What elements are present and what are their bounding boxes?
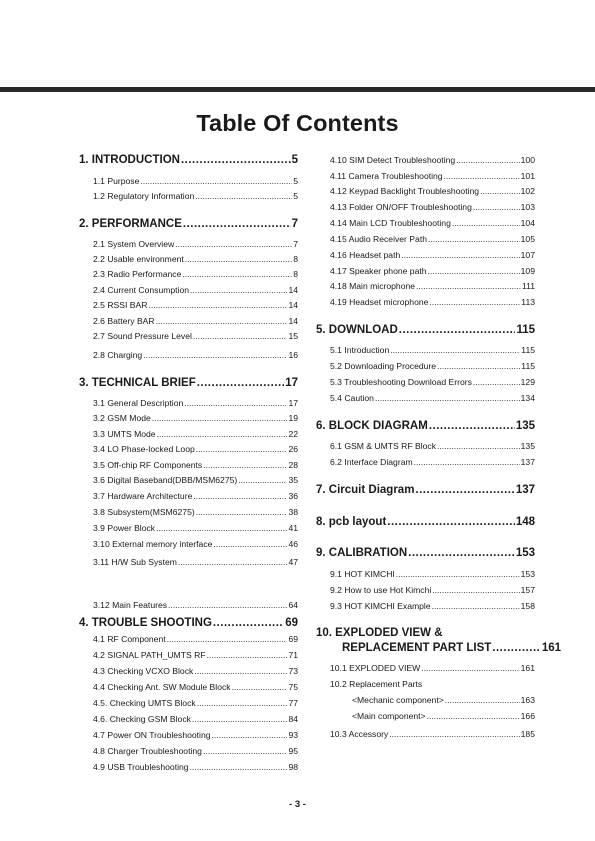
toc-entry[interactable] [330,218,535,229]
toc-entry[interactable] [330,171,535,182]
toc-entry[interactable] [93,714,298,725]
toc-page-number: 109 [520,265,535,276]
toc-page-number: 14 [288,315,298,326]
dot-leader [183,217,291,231]
toc-entry-title: 3.9 Power Block [93,522,156,533]
dot-leader [156,316,288,327]
dot-leader [415,483,514,497]
toc-page-number: 17 [285,377,298,389]
toc-page-number: 71 [288,649,298,660]
dot-leader [232,682,288,693]
dot-leader [414,457,520,468]
dot-leader [167,634,288,645]
dot-leader [390,345,520,356]
toc-page-number: 161 [541,642,561,654]
dot-leader [213,616,284,630]
toc-entry-title: 4.3 Checking VCXO Block [93,665,194,676]
toc-page-number: 153 [520,568,535,579]
toc-section-heading[interactable] [79,153,298,167]
toc-page-number: 35 [288,474,298,485]
toc-entry-title: 3.1 General Description [93,397,184,408]
toc-page-number: 105 [520,233,535,244]
toc-page-number: 22 [288,428,298,439]
toc-entry-title: 2. PERFORMANCE [79,218,182,230]
toc-page-number: 8 [293,253,298,264]
toc-entry-title: 2.8 Charging [93,349,143,360]
toc-page-number: 98 [288,761,298,772]
toc-page-number: 7 [293,238,298,249]
toc-page-number: 129 [520,376,535,387]
toc-entry-title: REPLACEMENT PART LIST [342,642,492,654]
toc-entry[interactable] [93,507,298,518]
toc-page-number: 28 [288,459,298,470]
toc-page-number: 26 [288,443,298,454]
toc-entry[interactable] [93,316,298,327]
toc-entry-title: 4. TROUBLE SHOOTING [79,617,212,629]
toc-page-number: 107 [520,249,535,260]
toc-page-number: 137 [520,456,535,467]
toc-page-number: 5 [291,154,298,166]
dot-leader [190,762,288,773]
toc-page-number: 69 [288,633,298,644]
toc-page-number: 103 [520,201,535,212]
dot-leader [156,523,287,534]
toc-entry[interactable] [330,729,535,740]
toc-entry-title: <Mechanic component> [352,694,444,705]
dot-leader [428,234,520,245]
toc-page-number: 73 [288,665,298,676]
dot-leader [181,153,291,167]
toc-entry[interactable] [93,491,298,502]
toc-entry-title: 3.10 External memory interface [93,538,213,549]
dot-leader [473,202,520,213]
dot-leader [238,475,287,486]
toc-entry-title: 3.7 Hardware Architecture [93,490,193,501]
toc-page-number: 166 [520,710,535,721]
toc-section-heading[interactable] [316,483,535,497]
toc-entry-title: 4.11 Camera Troubleshooting [330,170,443,181]
toc-entry[interactable] [93,539,298,550]
dot-leader [175,239,292,250]
toc-entry[interactable] [330,679,535,690]
toc-entry-title: 2.5 RSSI BAR [93,299,148,310]
dot-leader [140,176,292,187]
toc-entry-title: 9. CALIBRATION [316,547,408,559]
dot-leader [192,714,288,725]
toc-page-number: 95 [288,745,298,756]
toc-entry[interactable] [330,569,535,580]
toc-page-number: 41 [288,522,298,533]
dot-leader [194,666,287,677]
toc-entry-title: 3.5 Off-chip RF Components [93,459,203,470]
toc-page-number: 5 [293,190,298,201]
toc-entry[interactable] [93,191,298,202]
toc-section-heading[interactable] [316,323,535,337]
dot-leader [432,585,519,596]
dot-leader [456,155,519,166]
toc-entry[interactable] [330,457,535,468]
toc-entry-title: 4.18 Main microphone [330,280,416,291]
dot-leader [387,515,515,529]
toc-entry-title: 4.6. Checking GSM Block [93,713,191,724]
toc-entry[interactable] [330,234,535,245]
toc-entry-title: 4.5. Checking UMTS Block [93,697,196,708]
toc-entry-title: 4.13 Folder ON/OFF Troubleshooting [330,201,472,212]
toc-entry[interactable] [93,444,298,455]
dot-leader [416,281,521,292]
dot-leader [480,186,520,197]
toc-page-number: 16 [288,349,298,360]
toc-entry-title: 5.2 Downloading Procedure [330,360,437,371]
toc-entry-title: 1.2 Regulatory Information [93,190,195,201]
toc-entry[interactable] [93,413,298,424]
dot-leader [437,441,520,452]
toc-entry[interactable] [330,345,535,356]
toc-entry-title: 1. INTRODUCTION [79,154,180,166]
toc-entry-title: 10.1 EXPLODED VIEW [330,662,421,673]
toc-entry[interactable] [93,730,298,741]
toc-entry[interactable] [93,682,298,693]
toc-entry-title: 2.7 Sound Pressure Level [93,330,192,341]
toc-entry-title: 6. BLOCK DIAGRAM [316,420,428,432]
toc-entry-title: 4.4 Checking Ant. SW Module Block [93,681,231,692]
toc-page-number: 17 [288,397,298,408]
toc-entry[interactable] [93,331,298,342]
dot-leader [184,398,287,409]
toc-entry-title: 4.16 Headset path [330,249,401,260]
toc-entry-title: 3.11 H/W Sub System [93,556,177,567]
toc-entry-title: 8. pcb layout [316,516,387,528]
toc-entry[interactable] [330,202,535,213]
toc-page-number: 157 [520,584,535,595]
toc-entry-title: 10. EXPLODED VIEW & [316,627,443,639]
toc-entry[interactable] [330,585,535,596]
toc-entry[interactable] [93,746,298,757]
toc-entry-title: 10.2 Replacement Parts [330,678,423,689]
dot-leader [168,600,287,611]
toc-page-number: 102 [520,185,535,196]
toc-entry-title: 4.15 Audio Receiver Path [330,233,427,244]
toc-entry-title: 5.1 Introduction [330,344,390,355]
dot-leader [195,191,292,202]
dot-leader [408,546,515,560]
toc-page-number: 14 [288,299,298,310]
toc-page-number: 115 [521,360,535,371]
toc-entry[interactable] [93,269,298,280]
toc-entry[interactable] [330,361,535,372]
toc-section-heading[interactable] [316,626,535,640]
top-rule [0,87,595,92]
dot-leader [196,507,288,518]
toc-page-number: 69 [285,617,298,629]
toc-entry[interactable] [93,698,298,709]
toc-entry-title: 10.3 Accessory [330,728,389,739]
toc-entry-title: 1.1 Purpose [93,175,140,186]
toc-entry-title: 3.4 LO Phase-locked Loop [93,443,195,454]
toc-entry[interactable] [93,285,298,296]
toc-entry[interactable] [93,460,298,471]
toc-entry[interactable] [93,523,298,534]
dot-leader [452,218,520,229]
toc-section-heading[interactable] [79,376,298,390]
toc-entry[interactable] [93,557,298,568]
toc-entry-title: 5. DOWNLOAD [316,324,398,336]
dot-leader [157,429,288,440]
dot-leader [185,254,292,265]
dot-leader [143,350,287,361]
toc-page-number: 75 [288,681,298,692]
dot-leader [389,729,519,740]
toc-entry[interactable] [330,601,535,612]
dot-leader [213,539,287,550]
toc-page-number: 185 [520,728,535,739]
toc-entry-title: 6.1 GSM & UMTS RF Block [330,440,437,451]
toc-entry-title: 3.8 Subsystem(MSM6275) [93,506,195,517]
toc-entry-title: 2.3 Radio Performance [93,268,182,279]
dot-leader [428,266,520,277]
toc-entry-title: 9.1 HOT KIMCHI [330,568,395,579]
toc-page-number: 115 [516,324,535,336]
toc-page-number: 153 [515,547,535,559]
toc-entry-title: <Main component> [352,710,426,721]
toc-entry-title: 4.7 Power ON Troubleshooting [93,729,211,740]
toc-entry[interactable] [330,266,535,277]
dot-leader [492,641,541,655]
toc-page-number: 101 [520,170,535,181]
toc-entry-title: 2.4 Current Consumption [93,284,190,295]
toc-entry-title: 5.4 Caution [330,392,374,403]
dot-leader [429,419,515,433]
toc-entry[interactable] [93,239,298,250]
toc-page-number: 111 [521,280,535,291]
toc-entry[interactable] [93,762,298,773]
toc-entry-title: 9.2 How to use Hot Kimchi [330,584,432,595]
toc-entry-title: 4.10 SIM Detect Troubleshooting [330,154,456,165]
dot-leader [473,377,520,388]
toc-page-number: 135 [515,420,535,432]
dot-leader [178,557,288,568]
toc-entry[interactable] [330,281,535,292]
dot-leader [197,698,288,709]
dot-leader [148,300,287,311]
toc-entry-title: 4.17 Speaker phone path [330,265,427,276]
toc-page-number: 46 [288,538,298,549]
dot-leader [193,331,288,342]
dot-leader [396,569,520,580]
toc-page-number: 163 [520,694,535,705]
toc-entry[interactable] [352,711,535,722]
dot-leader [212,730,288,741]
dot-leader [203,460,287,471]
toc-entry[interactable] [93,350,298,361]
toc-section-heading[interactable] [79,217,298,231]
toc-entry[interactable] [330,441,535,452]
toc-page-number: 8 [293,268,298,279]
toc-entry-title: 4.12 Keypad Backlight Troubleshooting [330,185,480,196]
dot-leader [182,269,292,280]
toc-page-number: 36 [288,490,298,501]
toc-entry-title: 4.1 RF Component [93,633,166,644]
toc-entry[interactable] [93,176,298,187]
toc-entry[interactable] [330,155,535,166]
toc-page-number: 15 [288,330,298,341]
dot-leader [399,323,516,337]
toc-entry-title: 3.3 UMTS Mode [93,428,156,439]
toc-section-heading[interactable] [316,419,535,433]
dot-leader [445,695,520,706]
toc-entry-title: 4.9 USB Troubleshooting [93,761,189,772]
toc-page-number: 113 [521,296,535,307]
dot-leader [203,746,288,757]
dot-leader [444,171,520,182]
toc-entry-title: 5.3 Troubleshooting Download Errors [330,376,472,387]
dot-leader [196,444,288,455]
toc-entry[interactable] [352,695,535,706]
toc-page-number: 93 [288,729,298,740]
toc-entry-title: 9.3 HOT KIMCHI Example [330,600,431,611]
dot-leader [429,297,520,308]
toc-entry[interactable] [330,377,535,388]
toc-entry-title: 3.6 Digital Baseband(DBB/MSM6275) [93,474,238,485]
dot-leader [152,413,288,424]
dot-leader [427,711,520,722]
toc-page-number: 47 [288,556,298,567]
toc-section-heading[interactable] [342,641,561,655]
toc-page-number: 104 [520,217,535,228]
toc-entry[interactable] [93,254,298,265]
toc-entry-title: 2.6 Battery BAR [93,315,155,326]
toc-entry-title: 4.8 Charger Troubleshooting [93,745,202,756]
dot-leader [193,491,287,502]
toc-entry-title: 2.1 System Overview [93,238,175,249]
dot-leader [197,376,284,390]
toc-page-number: 100 [520,154,535,165]
toc-entry[interactable] [330,297,535,308]
toc-entry[interactable] [93,300,298,311]
toc-entry[interactable] [93,600,298,611]
toc-page-number: 14 [288,284,298,295]
toc-page-number: 148 [515,516,535,528]
toc-entry[interactable] [93,634,298,645]
toc-page-number: 115 [521,344,535,355]
toc-entry-title: 4.14 Main LCD Troubleshooting [330,217,451,228]
toc-section-heading[interactable] [316,546,535,560]
toc-page-number: 5 [293,175,298,186]
toc-entry[interactable] [93,398,298,409]
toc-entry-title: 3.2 GSM Mode [93,412,151,423]
dot-leader [375,393,520,404]
dot-leader [421,663,519,674]
toc-entry-title: 3. TECHNICAL BRIEF [79,377,196,389]
toc-entry-title: 2.2 Usable environment [93,253,184,264]
toc-page-number: 135 [520,440,535,451]
toc-entry-title: 4.19 Headset microphone [330,296,429,307]
toc-page-number: 64 [288,599,298,610]
page-number: - 3 - [289,799,306,810]
toc-entry[interactable] [330,250,535,261]
toc-entry[interactable] [330,186,535,197]
toc-section-heading[interactable] [316,515,535,529]
toc-page-number: 158 [520,600,535,611]
dot-leader [401,250,519,261]
dot-leader [207,650,288,661]
toc-page-number: 77 [288,697,298,708]
page-title: Table Of Contents [196,110,399,136]
toc-entry[interactable] [93,650,298,661]
toc-page-number: 38 [288,506,298,517]
toc-entry-title: 3.12 Main Features [93,599,168,610]
toc-entry-title: 6.2 Interface Diagram [330,456,413,467]
toc-entry-title: 4.2 SIGNAL PATH_UMTS RF [93,649,206,660]
toc-entry[interactable] [330,663,535,674]
dot-leader [432,601,520,612]
toc-entry-title: 7. Circuit Diagram [316,484,415,496]
dot-leader [190,285,287,296]
dot-leader [437,361,520,372]
toc-entry[interactable] [93,475,298,486]
toc-page-number: 19 [288,412,298,423]
toc-entry[interactable] [93,429,298,440]
toc-section-heading[interactable] [79,616,298,630]
toc-page-number: 137 [515,484,535,496]
toc-entry[interactable] [330,393,535,404]
toc-page-number: 7 [291,218,298,230]
toc-page-number: 134 [520,392,535,403]
toc-page-number: 161 [520,662,535,673]
toc-entry[interactable] [93,666,298,677]
toc-page-number: 84 [288,713,298,724]
